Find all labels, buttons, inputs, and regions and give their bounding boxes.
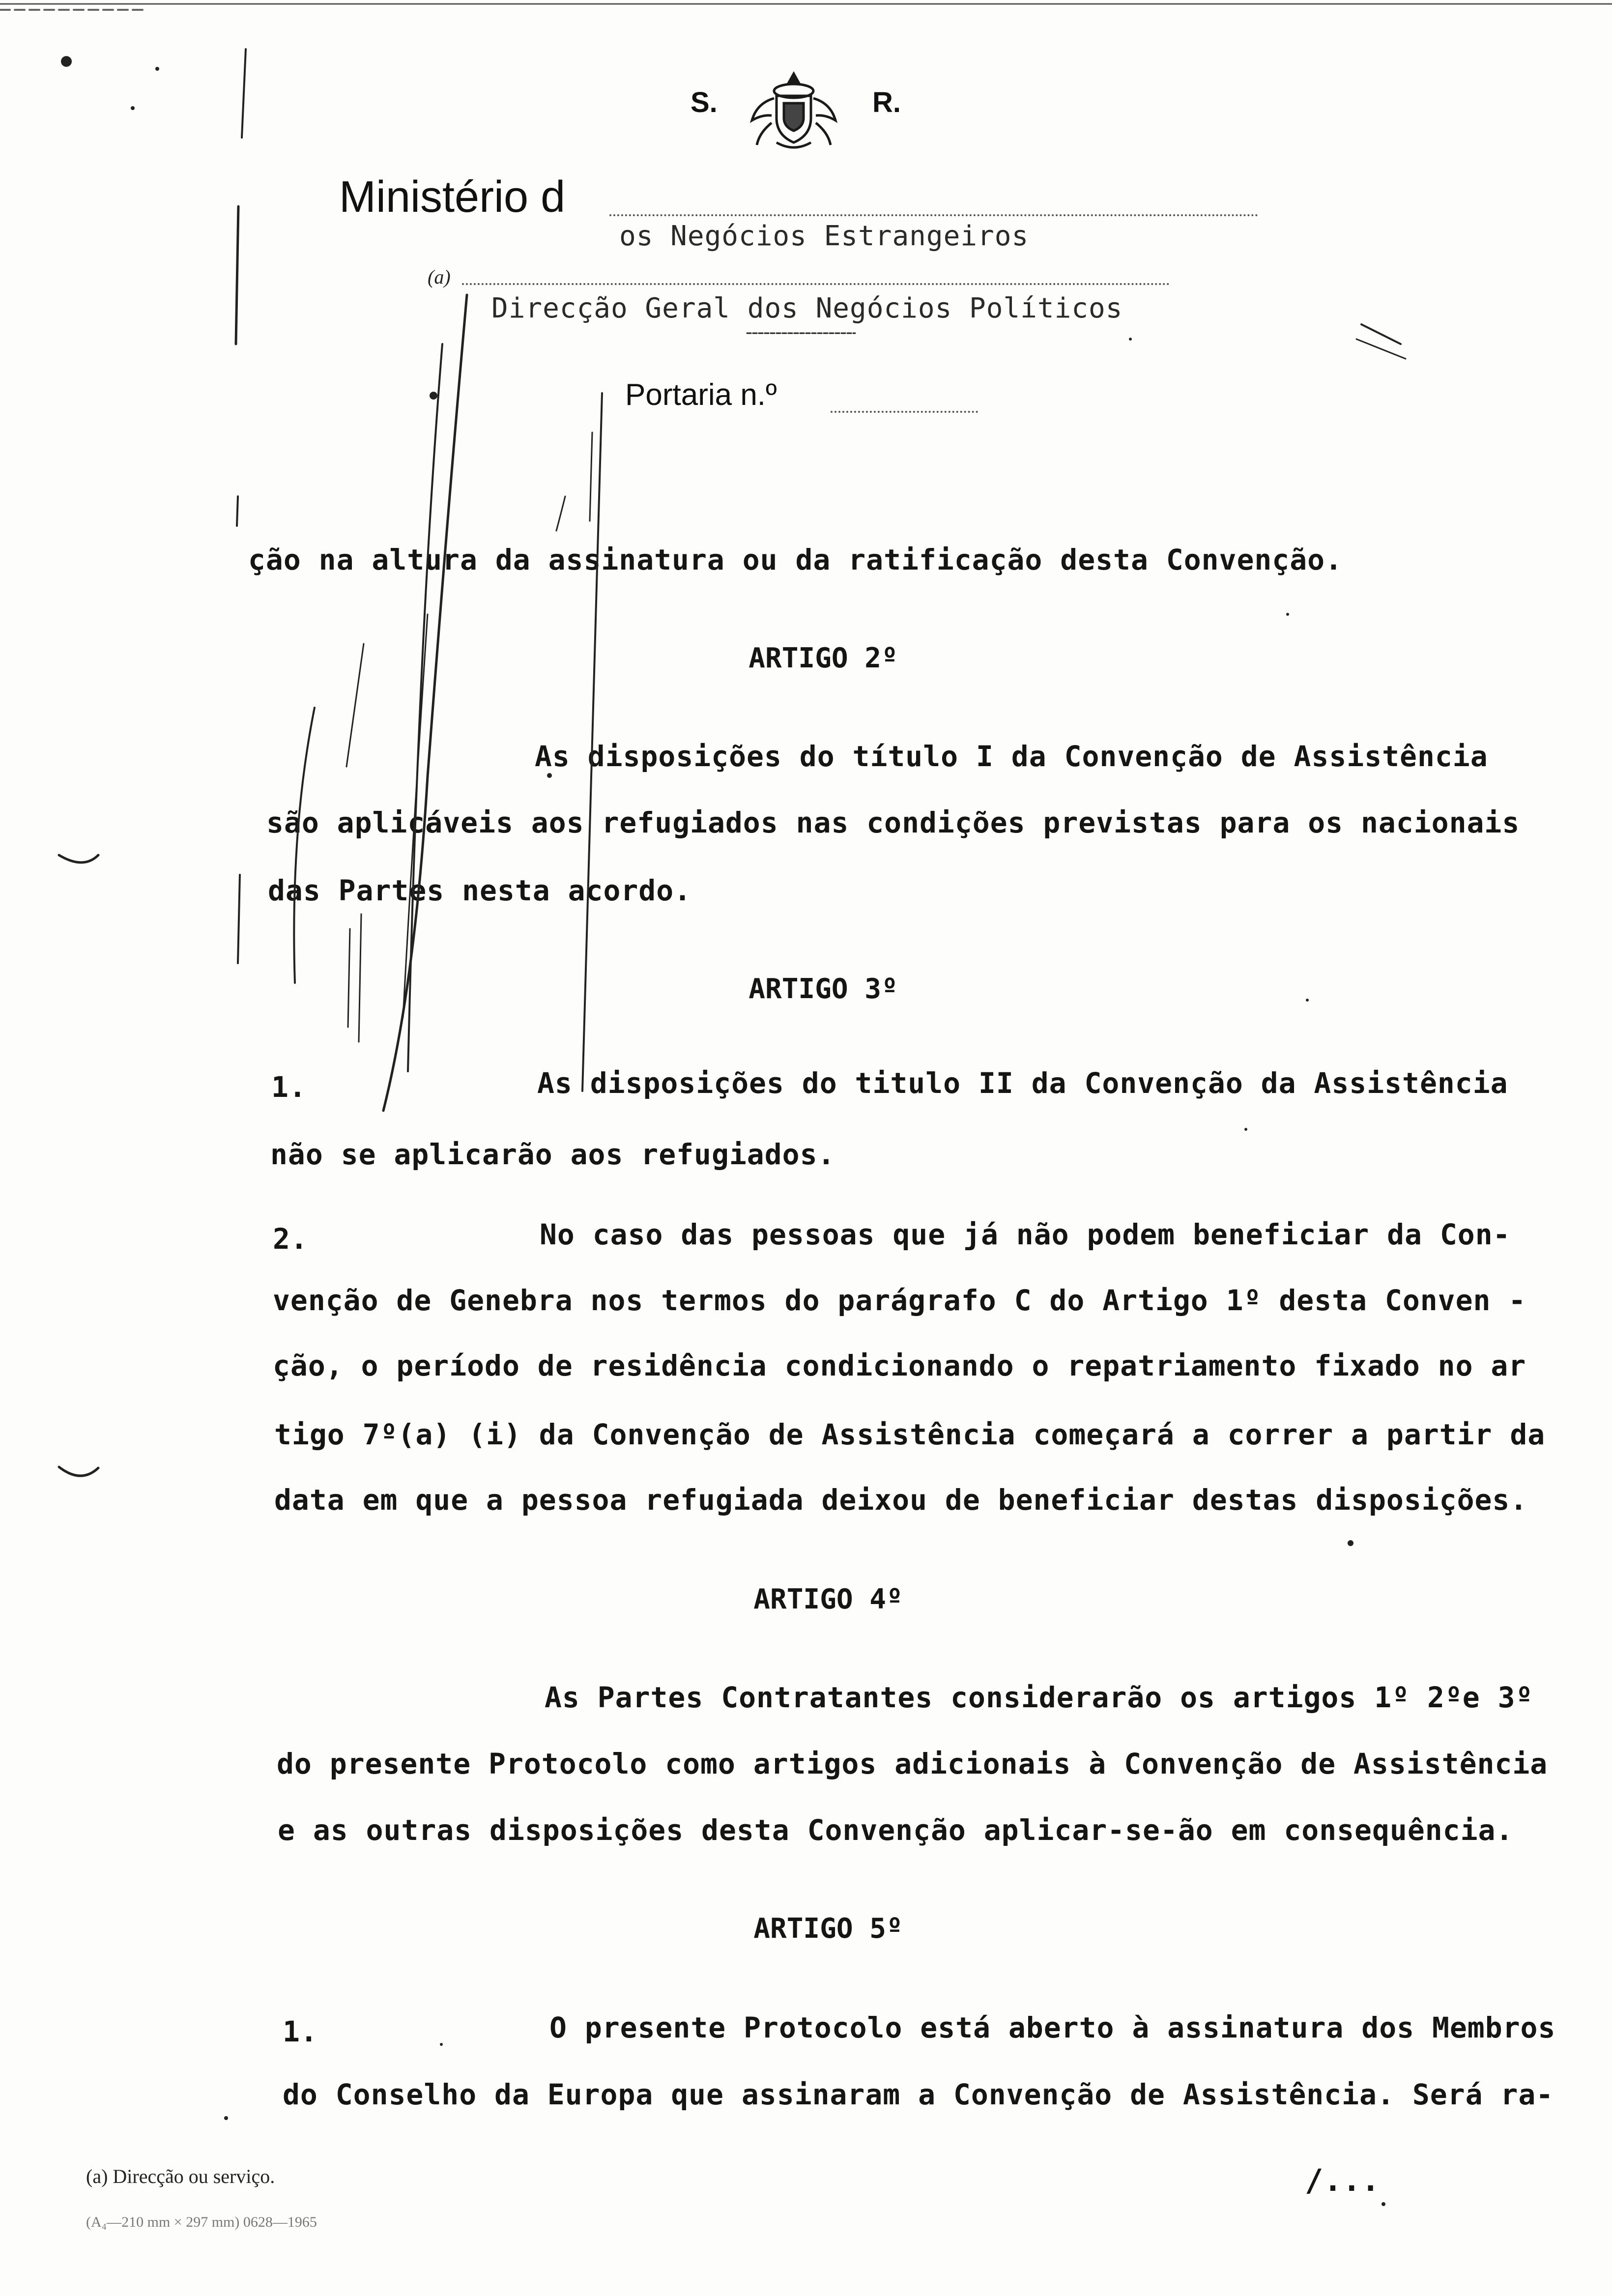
art3-p2-line-5: data em que a pessoa refugiada deixou de beneficiar destas disposições. <box>274 1483 1528 1517</box>
footnote: (a) Direcção ou serviço. <box>86 2165 275 2187</box>
art3-p2-line-4: tigo 7º(a) (i) da Convenção de Assistência começará a correr a partir da <box>274 1418 1546 1451</box>
artigo-5-heading: ARTIGO 5º <box>753 1913 903 1945</box>
art2-line-3: das Partes nesta acordo. <box>268 874 692 907</box>
art3-p1-line-1: As disposições do titulo II da Convenção da Assistência <box>537 1066 1508 1100</box>
art4-line-1: As Partes Contratantes considerarão os artigos 1º 2ºe 3º <box>545 1681 1533 1714</box>
direction-fill: Direcção Geral dos Negócios Políticos <box>491 292 1123 324</box>
art5-p1-line-1: O presente Protocolo está aberto à assinatura dos Membros <box>549 2011 1556 2044</box>
art5-p1-line-2: do Conselho da Europa que assinaram a Convenção de Assistência. Será ra- <box>283 2078 1554 2111</box>
art4-line-2: do presente Protocolo como artigos adicionais à Convenção de Assistência <box>277 1747 1548 1780</box>
body-line-1: ção na altura da assinatura ou da ratificação desta Convenção. <box>248 543 1343 576</box>
letterhead-left-initial: S. <box>691 86 718 118</box>
art3-p2-line-3: ção, o período de residência condicionando o repatriamento fixado no ar <box>273 1349 1526 1382</box>
art3-p2-number: 2. <box>273 1222 308 1256</box>
art3-p2-line-2: venção de Genebra nos termos do parágrafo C do Artigo 1º desta Conven - <box>273 1284 1526 1317</box>
continuation-mark: /... <box>1305 2162 1381 2198</box>
art4-line-3: e as outras disposições desta Convenção aplicar-se-ão em consequência. <box>278 1813 1514 1847</box>
ministry-fill: os Negócios Estrangeiros <box>619 220 1029 252</box>
art5-p1-number: 1. <box>283 2015 318 2048</box>
artigo-2-heading: ARTIGO 2º <box>748 642 898 674</box>
print-info: (A₄—210 mm × 297 mm) 0628—1965 <box>86 2214 317 2230</box>
ministry-label: Ministério d <box>339 172 566 222</box>
artigo-3-heading: ARTIGO 3º <box>748 973 898 1005</box>
letterhead-right-initial: R. <box>872 86 901 118</box>
portaria-label: Portaria n.º <box>625 378 777 412</box>
note-marker: (a) <box>428 266 451 288</box>
art2-line-1: As disposições do título I da Convenção de Assistência <box>535 740 1488 773</box>
artigo-4-heading: ARTIGO 4º <box>753 1583 903 1615</box>
art3-p1-number: 1. <box>271 1070 307 1104</box>
art3-p2-line-1: No caso das pessoas que já não podem beneficiar da Con- <box>540 1218 1511 1251</box>
art3-p1-line-2: não se aplicarão aos refugiados. <box>270 1138 835 1171</box>
art2-line-2: são aplicáveis aos refugiados nas condições previstas para os nacionais <box>266 806 1520 839</box>
